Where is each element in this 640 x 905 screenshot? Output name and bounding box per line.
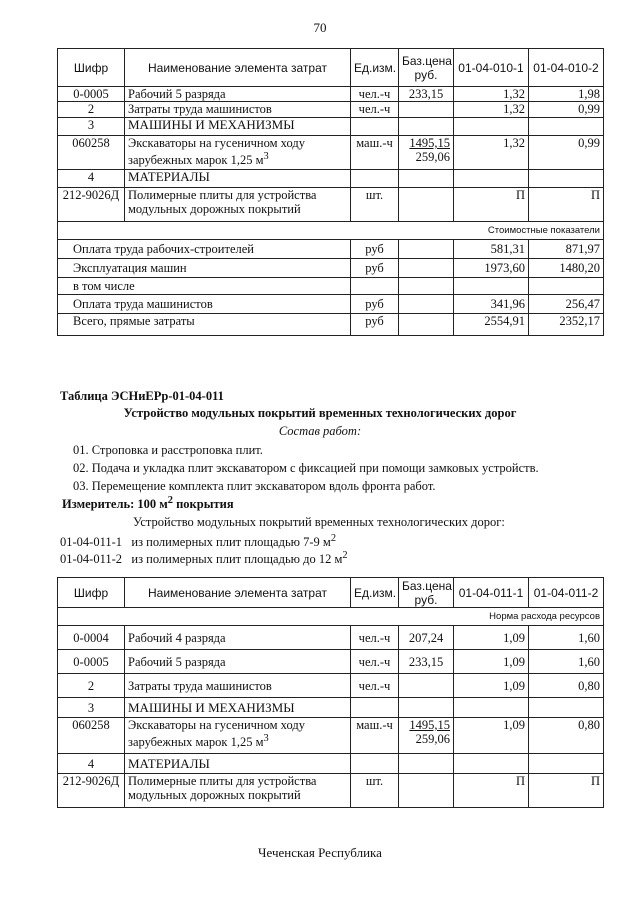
cell-price (399, 188, 454, 222)
summary-row (58, 259, 604, 278)
cell-price: 233,15 (399, 87, 454, 102)
cell-v1: 1,32 (454, 87, 529, 102)
cell-price: 1495,15 259,06 (399, 136, 454, 170)
page-number: 70 (313, 20, 327, 35)
cell-price (399, 102, 454, 118)
cell-name: МАШИНЫ И МЕХАНИЗМЫ (125, 698, 351, 718)
cell-price: 1495,15 259,06 (399, 718, 454, 754)
summary-unit: руб (351, 295, 399, 314)
cell-code: 2 (58, 102, 125, 118)
table-row (58, 650, 604, 674)
header-code: Шифр (58, 49, 125, 87)
cell-v2: 0,80 (529, 718, 604, 754)
summary-name: Всего, прямые затраты (58, 314, 351, 336)
summary-v2: 1480,20 (529, 259, 604, 278)
cell-code: 4 (58, 754, 125, 774)
cell-price (399, 774, 454, 808)
cell-v1: 1,09 (454, 650, 529, 674)
summary-v1: 2554,91 (454, 314, 529, 336)
table-row (58, 136, 604, 170)
cell-v2: 0,99 (529, 102, 604, 118)
table-row (58, 674, 604, 698)
cost-table-2 (57, 577, 604, 808)
summary-row (58, 278, 604, 295)
summary-name: Оплата труда рабочих-строителей (58, 240, 351, 259)
variant-row: 01-04-011-1 из полимерных плит площадью 7-9 $м^2$ (60, 533, 337, 550)
table-section-row (58, 118, 604, 136)
cell-code: 0-0005 (58, 87, 125, 102)
table-row (58, 87, 604, 102)
cell-unit: чел.-ч (351, 674, 399, 698)
cell-code: 060258 (58, 136, 125, 170)
summary-name: Эксплуатация машин (58, 259, 351, 278)
cell-name: Полимерные плиты для устройства модульных дорожных покрытий (125, 188, 351, 222)
cell-unit: маш.-ч (351, 136, 399, 170)
section-label: Норма расхода ресурсов (58, 608, 604, 626)
section-heading: Устройство модульных покрытий временных технологических дорог (123, 406, 517, 420)
cell-v1: П (454, 188, 529, 222)
cell-name: Затраты труда машинистов (125, 102, 351, 118)
summary-row (58, 295, 604, 314)
table-header-row (58, 578, 604, 608)
cell-v1: 1,09 (454, 718, 529, 754)
header-name: Наименование элемента затрат (125, 49, 351, 87)
summary-row (58, 314, 604, 336)
cell-unit: чел.-ч (351, 102, 399, 118)
composition-title: Состав работ: (278, 424, 362, 438)
cell-unit: чел.-ч (351, 626, 399, 650)
cell-price: 233,15 (399, 650, 454, 674)
cell-name: Рабочий 5 разряда (125, 87, 351, 102)
summary-name: Оплата труда машинистов (58, 295, 351, 314)
summary-unit: руб (351, 259, 399, 278)
cell-v2: 1,60 (529, 650, 604, 674)
cell-name: МАШИНЫ И МЕХАНИЗМЫ (125, 118, 351, 136)
header-base-price: Баз.цена руб. (399, 49, 454, 87)
cell-code: 212-9026Д (58, 188, 125, 222)
summary-unit: руб (351, 240, 399, 259)
cell-v1: 1,09 (454, 674, 529, 698)
cost-table-1 (57, 48, 604, 336)
cell-v2: П (529, 188, 604, 222)
cell-v1: 1,32 (454, 136, 529, 170)
summary-v2: 871,97 (529, 240, 604, 259)
measure: Измеритель: 100 $м^2$ покрытия (62, 495, 234, 512)
summary-v2: 256,47 (529, 295, 604, 314)
table-row (58, 718, 604, 754)
header-base-price: Баз.цена руб. (399, 578, 454, 608)
cell-v1: 1,09 (454, 626, 529, 650)
cell-code: 3 (58, 118, 125, 136)
cell-unit: шт. (351, 774, 399, 808)
section-label-row (58, 222, 604, 240)
header-col1: 01-04-010-1 (454, 49, 529, 87)
table-section-row (58, 754, 604, 774)
summary-unit: руб (351, 314, 399, 336)
summary-v1: 1973,60 (454, 259, 529, 278)
table-section-row (58, 698, 604, 718)
header-col1: 01-04-011-1 (454, 578, 529, 608)
cell-code: 4 (58, 170, 125, 188)
header-unit: Ед.изм. (351, 49, 399, 87)
cell-name: Полимерные плиты для устройства модульных дорожных покрытий (125, 774, 351, 808)
cell-name: Рабочий 4 разряда (125, 626, 351, 650)
cell-v2: П (529, 774, 604, 808)
table-row (58, 102, 604, 118)
footer: Чеченская Республика (258, 845, 382, 860)
cell-name: Экскаваторы на гусеничном ходу зарубежных марок 1,25 $м^3$ (125, 718, 351, 754)
cell-code: 212-9026Д (58, 774, 125, 808)
cell-name: Рабочий 5 разряда (125, 650, 351, 674)
cell-name: МАТЕРИАЛЫ (125, 170, 351, 188)
cell-code: 0-0005 (58, 650, 125, 674)
table-row (58, 188, 604, 222)
cell-unit: чел.-ч (351, 650, 399, 674)
cell-code: 2 (58, 674, 125, 698)
header-name: Наименование элемента затрат (125, 578, 351, 608)
header-unit: Ед.изм. (351, 578, 399, 608)
table-row (58, 626, 604, 650)
cell-v1: 1,32 (454, 102, 529, 118)
cell-unit: шт. (351, 188, 399, 222)
header-col2: 01-04-011-2 (529, 578, 604, 608)
section-label: Стоимостные показатели (58, 222, 604, 240)
summary-row (58, 240, 604, 259)
table-row (58, 774, 604, 808)
cell-unit: маш.-ч (351, 718, 399, 754)
cell-name: МАТЕРИАЛЫ (125, 754, 351, 774)
cell-name: Затраты труда машинистов (125, 674, 351, 698)
summary-v1: 581,31 (454, 240, 529, 259)
cell-v2: 0,80 (529, 674, 604, 698)
work-item: 03. Перемещение комплекта плит экскаватором вдоль фронта работ. (73, 479, 436, 493)
cell-v2: 1,60 (529, 626, 604, 650)
table-title: Таблица ЭСНиЕРр-01-04-011 (60, 389, 224, 403)
table-header-row (58, 49, 604, 87)
variant-row: 01-04-011-2 из полимерных плит площадью до 12 $м^2$ (60, 550, 348, 567)
cell-code: 3 (58, 698, 125, 718)
cell-v2: 0,99 (529, 136, 604, 170)
cell-v2: 1,98 (529, 87, 604, 102)
cell-code: 060258 (58, 718, 125, 754)
table-section-row (58, 170, 604, 188)
summary-v2: 2352,17 (529, 314, 604, 336)
cell-v1: П (454, 774, 529, 808)
cell-unit: чел.-ч (351, 87, 399, 102)
summary-v1: 341,96 (454, 295, 529, 314)
variants-subtitle: Устройство модульных покрытий временных технологических дорог: (133, 515, 505, 529)
cell-price (399, 674, 454, 698)
section-label-row (58, 608, 604, 626)
cell-price: 207,24 (399, 626, 454, 650)
cell-code: 0-0004 (58, 626, 125, 650)
header-code: Шифр (58, 578, 125, 608)
summary-name: в том числе (58, 278, 351, 295)
cell-name: Экскаваторы на гусеничном ходу зарубежных марок 1,25 $м^3$ (125, 136, 351, 170)
work-item: 01. Строповка и расстроповка плит. (73, 443, 263, 457)
work-item: 02. Подача и укладка плит экскаватором с фиксацией при помощи замковых устройств. (73, 461, 539, 475)
header-col2: 01-04-010-2 (529, 49, 604, 87)
